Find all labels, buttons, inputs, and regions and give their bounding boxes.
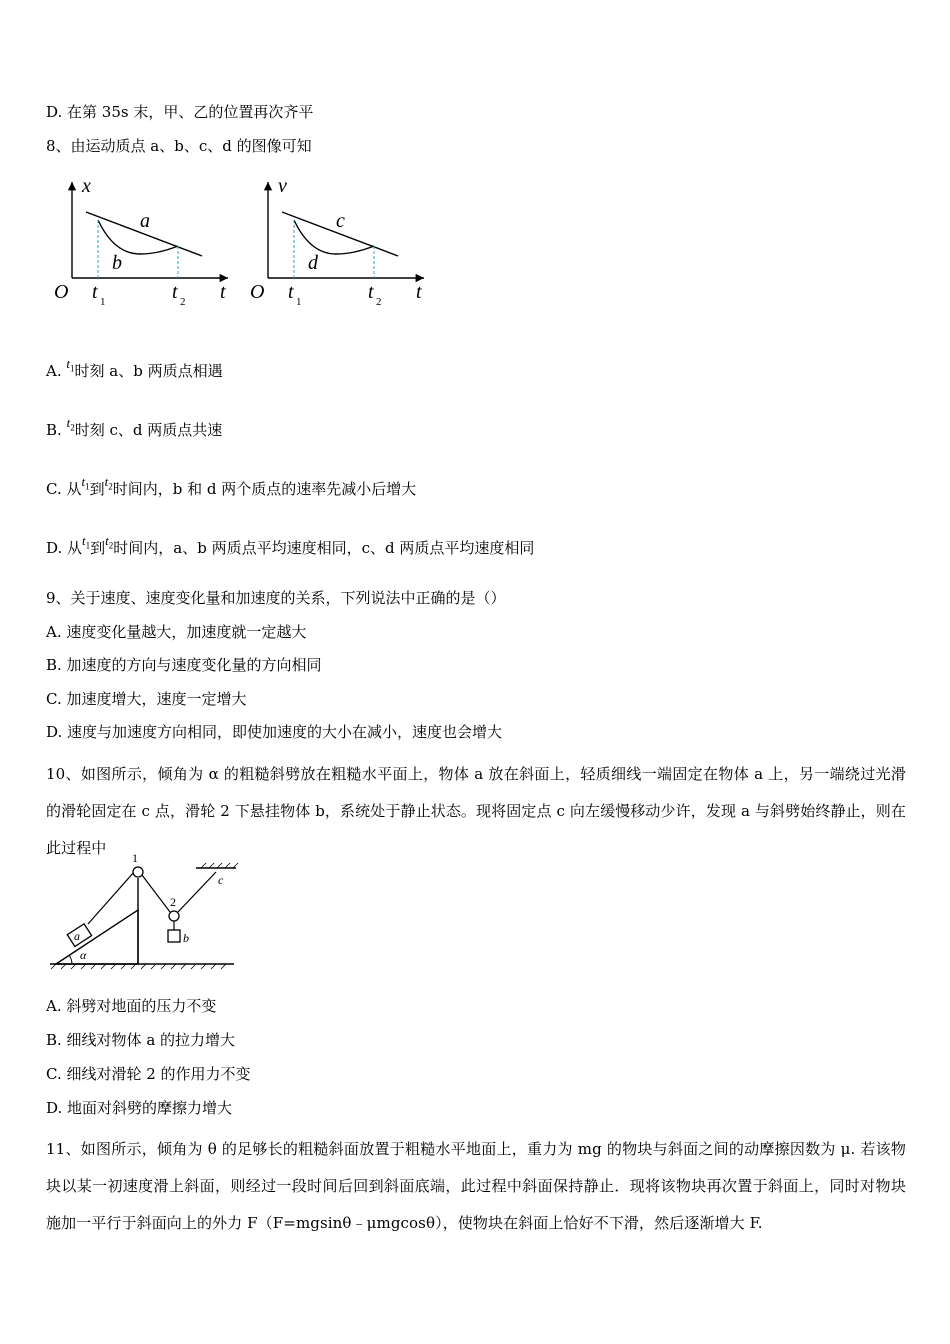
- graph-xt-y-label: x: [82, 175, 91, 197]
- q8-stem: 8、由运动质点 a、b、c、d 的图像可知: [46, 137, 312, 155]
- graph-vt: [250, 175, 424, 308]
- q8-graphs: [50, 172, 450, 312]
- symbol-t2: $t_2$: [105, 533, 114, 551]
- q10-option-d: D. 地面对斜劈的摩擦力增大: [46, 1099, 233, 1117]
- block-b-label: b: [183, 931, 189, 945]
- graph-vt-x-label: t: [416, 281, 422, 303]
- graph-vt-t2: t: [368, 281, 374, 303]
- graph-xt-x-label: t: [220, 281, 226, 303]
- graph-vt-y-label: v: [278, 175, 287, 197]
- graph-vt-t2-sub: 2: [376, 296, 382, 308]
- q9-stem: 9、关于速度、速度变化量和加速度的关系，下列说法中正确的是（）: [46, 589, 506, 607]
- graph-xt-t1-sub: 1: [100, 296, 106, 308]
- q8-option-b: B. $t_2$时刻 c、d 两质点共速: [46, 415, 223, 439]
- pulley-2-label: 2: [170, 895, 176, 909]
- graph-xt-origin: O: [54, 281, 69, 303]
- q7-option-d: D. 在第 35s 末，甲、乙的位置再次齐平: [46, 103, 314, 121]
- q11-stem: 11、如图所示，倾角为 θ 的足够长的粗糙斜面放置于粗糙水平地面上，重力为 mg 的物块与斜面之间的动摩擦因数为 μ. 若该物块以某一初速度滑上斜面，则经过一段时间后回到斜面底端，此过程中斜面保持静止．现将该物块再次置于斜面上，同时对物块施加一平行于斜面向上的外力 F（F=mgsinθ﹣μmgcosθ），使物块在斜面上恰好不下滑，然后逐渐增大 F.: [46, 1140, 906, 1232]
- q10-option-a: A. 斜劈对地面的压力不变: [46, 997, 217, 1015]
- symbol-t1: $t_1$: [81, 474, 90, 492]
- symbol-t2: $t_2$: [66, 415, 75, 433]
- q8-option-d: D. 从$t_1$到$t_2$时间内，a、b 两质点平均速度相同，c、d 两质点平均速度相同: [46, 533, 535, 557]
- graph-xt-t2: t: [172, 281, 178, 303]
- curve-a-label: a: [140, 210, 150, 232]
- block-b: [168, 930, 180, 942]
- q10-option-c: C. 细线对滑轮 2 的作用力不变: [46, 1065, 251, 1083]
- q10-option-b: B. 细线对物体 a 的拉力增大: [46, 1031, 236, 1049]
- q8-option-a: A. $t_1$时刻 a、b 两质点相遇: [46, 356, 223, 380]
- q10-stem: 10、如图所示，倾角为 α 的粗糙斜劈放在粗糙水平面上，物体 a 放在斜面上，轻质细线一端固定在物体 a 上，另一端绕过光滑的滑轮固定在 c 点，滑轮 2 下悬挂物体 b，系统处于静止状态。现将固定点 c 向左缓慢移动少许，发现 a 与斜劈始终静止，则在此过程中: [46, 765, 906, 857]
- graph-xt: [54, 175, 228, 308]
- curve-d-label: d: [308, 252, 318, 274]
- symbol-t2: $t_2$: [104, 474, 113, 492]
- symbol-t1: $t_1$: [82, 533, 91, 551]
- graph-vt-origin: O: [250, 281, 265, 303]
- graph-xt-t2-sub: 2: [180, 296, 186, 308]
- graph-vt-t1: t: [288, 281, 294, 303]
- curve-c-label: c: [336, 210, 345, 232]
- q9-option-c: C. 加速度增大，速度一定增大: [46, 690, 247, 708]
- symbol-t1: $t_1$: [66, 356, 75, 374]
- point-c-label: c: [218, 873, 224, 887]
- pulley-2: [169, 911, 179, 921]
- pulley-1: [133, 867, 143, 877]
- graph-xt-t1: t: [92, 281, 98, 303]
- q10-figure: [46, 851, 246, 972]
- q9-option-b: B. 加速度的方向与速度变化量的方向相同: [46, 656, 322, 674]
- pulley-1-label: 1: [132, 851, 138, 865]
- q9-option-d: D. 速度与加速度方向相同，即使加速度的大小在减小，速度也会增大: [46, 723, 503, 741]
- curve-b-curve: [98, 220, 178, 254]
- block-a-label: a: [74, 929, 80, 943]
- graph-vt-t1-sub: 1: [296, 296, 302, 308]
- q8-option-c: C. 从$t_1$到$t_2$时间内，b 和 d 两个质点的速率先减小后增大: [46, 474, 417, 498]
- angle-alpha-label: α: [80, 948, 87, 962]
- q9-option-a: A. 速度变化量越大，加速度就一定越大: [46, 623, 307, 641]
- curve-d-curve: [294, 220, 374, 254]
- curve-b-label: b: [112, 252, 122, 274]
